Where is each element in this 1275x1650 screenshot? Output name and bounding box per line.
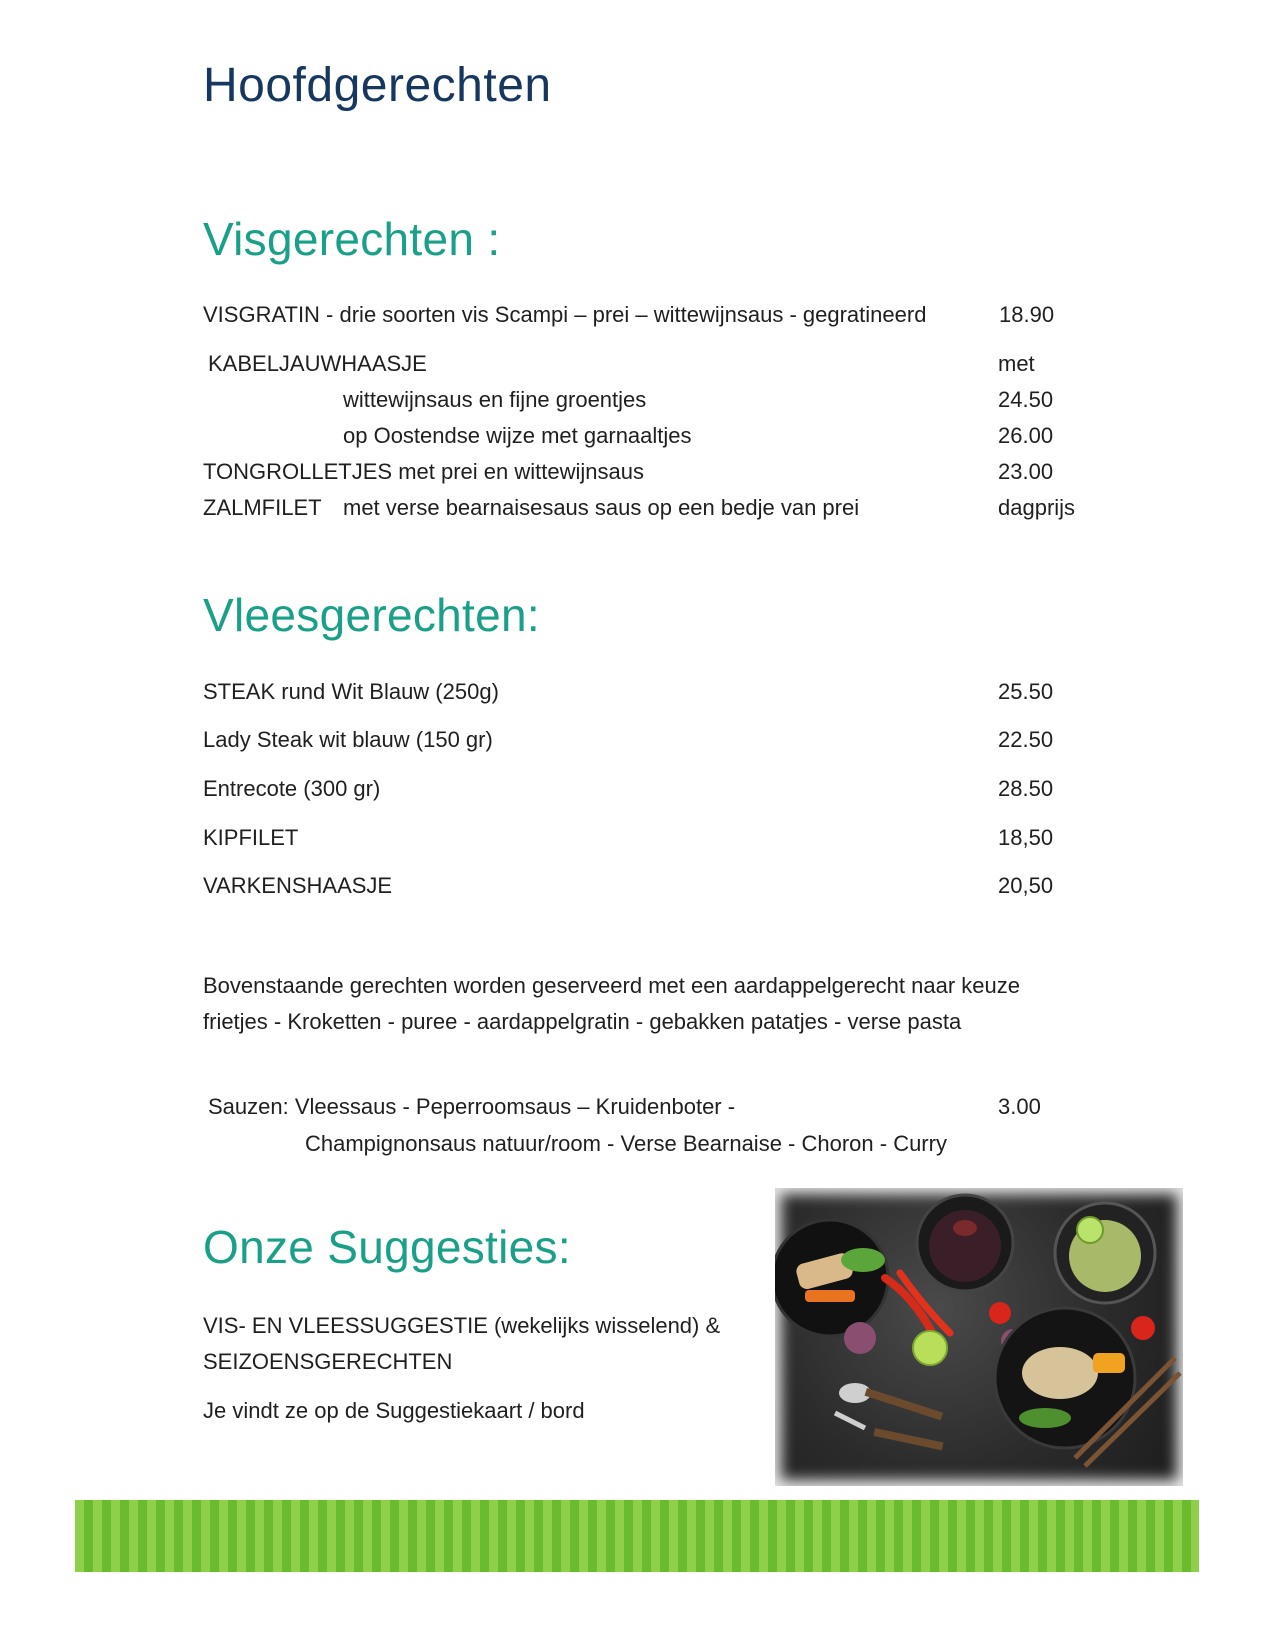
vlees-heading: Vleesgerechten: bbox=[203, 589, 540, 641]
visgratin-price: 18.90 bbox=[999, 302, 1055, 327]
zalmfilet-price: dagprijs bbox=[998, 495, 1076, 520]
sauzen-line-2: Champignonsaus natuur/room - Verse Bearnaise - Choron - Curry bbox=[305, 1131, 947, 1156]
info-line-2: frietjes - Kroketten - puree - aardappelgratin - gebakken patatjes - verse pasta bbox=[203, 1009, 962, 1034]
vlees-item-name: VARKENSHAASJE bbox=[203, 873, 393, 898]
page-title: Hoofdgerechten bbox=[203, 59, 552, 112]
kabeljauw-option-price: 26.00 bbox=[998, 423, 1054, 448]
vlees-item-name: Entrecote (300 gr) bbox=[203, 776, 381, 801]
zalmfilet-desc: met verse bearnaisesaus saus op een bedje van prei bbox=[343, 495, 860, 520]
vlees-item-price: 18,50 bbox=[998, 825, 1054, 850]
suggesties-heading: Onze Suggesties: bbox=[203, 1221, 571, 1273]
tongrolletjes-name: TONGROLLETJES met prei en wittewijnsaus bbox=[203, 459, 644, 484]
sauzen-line-1: Sauzen: Vleessaus - Peperroomsaus – Kruidenboter - bbox=[208, 1094, 736, 1119]
info-line-1: Bovenstaande gerechten worden geserveerd met een aardappelgerecht naar keuze bbox=[203, 973, 1020, 998]
suggesties-line-2: SEIZOENSGERECHTEN bbox=[203, 1349, 453, 1374]
vlees-item-price: 22.50 bbox=[998, 727, 1054, 752]
green-stripe-bar bbox=[75, 1500, 1199, 1572]
sauzen-price: 3.00 bbox=[998, 1094, 1041, 1119]
kabeljauw-option-price: 24.50 bbox=[998, 387, 1054, 412]
visgratin-name: VISGRATIN - drie soorten vis Scampi – prei – wittewijnsaus - gegratineerd bbox=[203, 302, 927, 327]
vlees-item-name: Lady Steak wit blauw (150 gr) bbox=[203, 727, 493, 752]
food-illustration bbox=[775, 1188, 1183, 1486]
suggesties-line-3: Je vindt ze op de Suggestiekaart / bord bbox=[203, 1398, 585, 1423]
vlees-item-price: 20,50 bbox=[998, 873, 1054, 898]
vlees-item-name: KIPFILET bbox=[203, 825, 299, 850]
suggesties-line-1: VIS- EN VLEESSUGGESTIE (wekelijks wisselend) & bbox=[203, 1313, 721, 1338]
vlees-item-price: 28.50 bbox=[998, 776, 1054, 801]
zalmfilet-name: ZALMFILET bbox=[203, 495, 322, 520]
kabeljauw-option-desc: op Oostendse wijze met garnaaltjes bbox=[343, 423, 692, 448]
kabeljauw-suffix: met bbox=[998, 351, 1035, 376]
vlees-item-name: STEAK rund Wit Blauw (250g) bbox=[203, 679, 499, 704]
vlees-item-price: 25.50 bbox=[998, 679, 1054, 704]
tongrolletjes-price: 23.00 bbox=[998, 459, 1054, 484]
food-photo bbox=[775, 1188, 1183, 1486]
vis-heading: Visgerechten : bbox=[203, 213, 501, 265]
kabeljauw-option-desc: wittewijnsaus en fijne groentjes bbox=[343, 387, 647, 412]
kabeljauw-name: KABELJAUWHAASJE bbox=[208, 351, 427, 376]
